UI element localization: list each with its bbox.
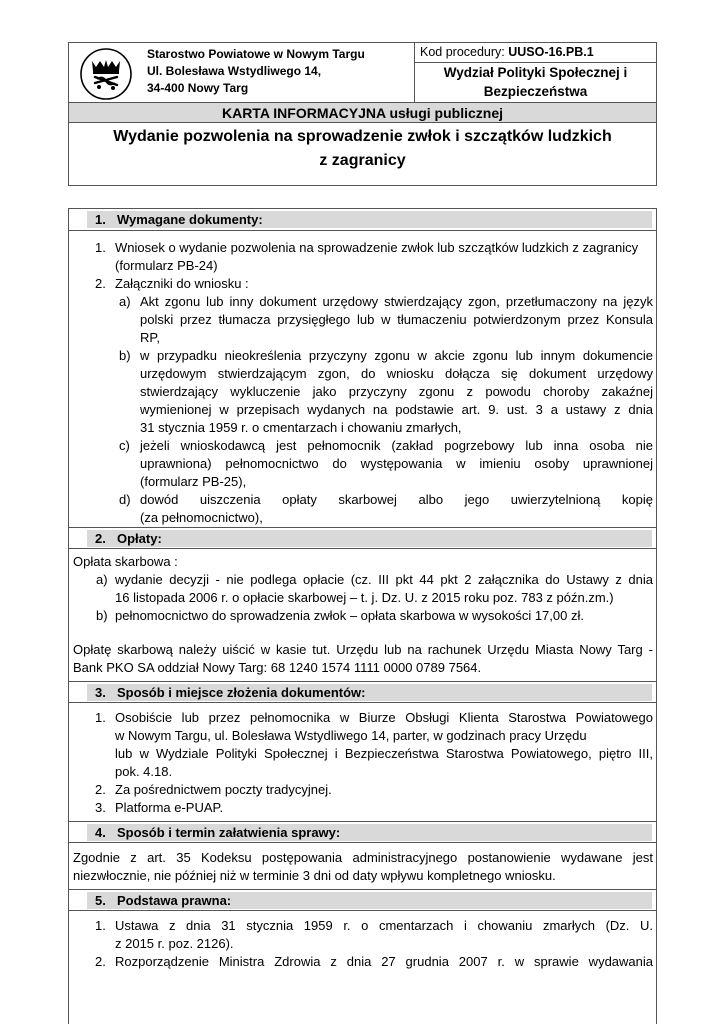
office-name: Starostwo Powiatowe w Nowym Targu [147,47,365,61]
s1-c-line3: (formularz PB-25), [140,474,247,489]
document-header [68,42,657,186]
section-1-number: 1. [95,212,106,227]
s1-c-label: c) [119,438,130,453]
s3-item1-number: 1. [95,710,106,725]
s1-b-line1: w przypadku nieokreślenia przyczyny zgonu w akcie zgonu lub innym dokumencie [140,348,653,363]
section-1-title: Wymagane dokumenty: [117,212,263,227]
s3-item1-line2: w Nowym Targu, ul. Bolesława Wstydliwego 14, parter, w godzinach pracy Urzędu [115,728,587,743]
section-1-header [69,209,656,231]
s1-d-line1: dowód uiszczenia opłaty skarbowej albo jego uwierzytelnioną kopię [140,492,653,507]
s1-item1-number: 1. [95,240,106,255]
document-title-line1: Wydanie pozwolenia na sprowadzenie zwłok i szczątków ludzkich [113,128,612,145]
section-5-bar [87,892,652,909]
s1-d-label: d) [119,492,131,507]
s2-b-label: b) [96,608,108,623]
document-title-line2: z zagranicy [319,152,406,169]
s1-item1-line1: Wniosek o wydanie pozwolenia na sprowadzenie zwłok lub szczątków ludzkich z zagranicy [115,240,639,255]
karta-heading: KARTA INFORMACYJNA usługi publicznej [69,103,656,123]
s2-b-line1: pełnomocnictwo do sprowadzenia zwłok – opłata skarbowa w wysokości 17,00 zł. [115,608,584,623]
s1-c-line1: jeżeli wnioskodawcą jest pełnomocnik (zakład pogrzebowy lub inna osoba nie [140,438,653,453]
document-title [69,125,656,173]
s1-a-label: a) [119,294,131,309]
s4-line1: Zgodnie z art. 35 Kodeksu postępowania administracyjnego postanowienie wydawane jest [73,850,653,865]
section-4-header [69,821,656,843]
s3-item1-line4: pok. 4.18. [115,764,173,779]
s2-payment-line2: Bank PKO SA oddział Nowy Targ: 68 1240 1574 1111 0000 0789 7564. [73,660,482,675]
section-3-number: 3. [95,685,106,700]
s5-item1-line1: Ustawa z dnia 31 stycznia 1959 r. o cmentarzach i chowaniu zmarłych (Dz. U. [115,918,653,933]
section-5-title: Podstawa prawna: [117,893,232,908]
s3-item3-number: 3. [95,800,106,815]
section-2-header [69,527,656,549]
section-4-title: Sposób i termin załatwienia sprawy: [117,825,341,840]
s1-b-line3: stwierdzający wykluczenie jako przyczyny zgonu z powodu choroby zakaźnej [140,384,653,399]
s1-b-line5: 31 stycznia 1959 r. o cmentarzach i chowaniu zmarłych, [140,420,462,435]
section-4-bar [87,824,652,841]
section-4-number: 4. [95,825,106,840]
s2-a-line2: 16 listopada 2006 r. o opłacie skarbowej – t. j. Dz. U. z 2015 roku poz. 783 z późn.zm.) [115,590,614,605]
s5-item2-line1: Rozporządzenie Ministra Zdrowia z dnia 27 grudnia 2007 r. w sprawie wydawania [115,954,653,969]
section-5-header [69,889,656,911]
section-2-number: 2. [95,531,106,546]
section-3-title: Sposób i miejsce złożenia dokumentów: [117,685,366,700]
s3-item2-text: Za pośrednictwem poczty tradycyjnej. [115,782,332,797]
s1-item2-number: 2. [95,276,106,291]
office-info [147,46,412,97]
s2-a-label: a) [96,572,108,587]
s5-item1-number: 1. [95,918,106,933]
s2-intro: Opłata skarbowa : [73,554,178,569]
s1-b-line2: urzędowym stwierdzającym zgon, do wniosku dołącza się dokument urzędowy [140,366,653,381]
s5-item1-line2: z 2015 r. poz. 2126). [115,936,234,951]
section-2-bar [87,530,652,547]
procedure-code [415,43,656,63]
procedure-code-label: Kod procedury: [420,45,509,59]
office-address-line1: Ul. Bolesława Wstydliwego 14, [147,64,322,78]
section-3-bar [87,684,652,701]
office-address-line2: 34-400 Nowy Targ [147,81,249,95]
s4-line2: niezwłocznie, nie później niż w terminie 3 dni od daty wpływu kompletnego wniosku. [73,868,556,883]
s1-b-label: b) [119,348,131,363]
s3-item2-number: 2. [95,782,106,797]
procedure-code-value: UUSO-16.PB.1 [508,45,594,59]
s3-item1-line1: Osobiście lub przez pełnomocnika w Biurze Obsługi Klienta Starostwa Powiatowego [115,710,653,725]
section-1-bar [87,211,652,228]
sections-table [68,208,657,1024]
section-3-header [69,681,656,703]
s1-b-line4: wymienionej w przepisach wydanych na podstawie art. 9. ust. 3 a ustawy z dnia [140,402,653,417]
s1-d-line2: (za pełnomocnictwo), [140,510,263,525]
s1-a-line3: RP, [140,330,160,345]
department-name: Wydział Polityki Społecznej i Bezpieczeństwa [443,65,628,99]
s3-item1-line3: lub w Wydziale Polityki Społecznej i Bezpieczeństwa Starostwa Powiatowego, piętro III, [115,746,653,761]
s3-item3-text: Platforma e-PUAP. [115,800,224,815]
s1-c-line2: uprawniona) pełnomocnictwo do występowania w imieniu osoby uprawnionej [140,456,653,471]
s1-a-line2: polski przez tłumacza przysięgłego lub w tłumaczeniu potwierdzonym przez Konsula [140,312,653,327]
header-top-row [69,43,656,103]
s1-a-line1: Akt zgonu lub inny dokument urzędowy stwierdzający zgon, przetłumaczony na język [140,294,653,309]
section-2-title: Opłaty: [117,531,162,546]
s2-payment-line1: Opłatę skarbową należy uiścić w kasie tut. Urzędu lub na rachunek Urzędu Miasta Nowy Targ - [73,642,653,657]
s1-item1-line2: (formularz PB-24) [115,258,218,273]
s2-a-line1: wydanie decyzji - nie podlega opłacie (cz. III pkt 44 pkt 2 załącznika do Ustawy z dnia [115,572,653,587]
coat-of-arms-icon [79,47,133,101]
s1-item2-text: Załączniki do wniosku : [115,276,249,291]
s5-item2-number: 2. [95,954,106,969]
section-5-number: 5. [95,893,106,908]
